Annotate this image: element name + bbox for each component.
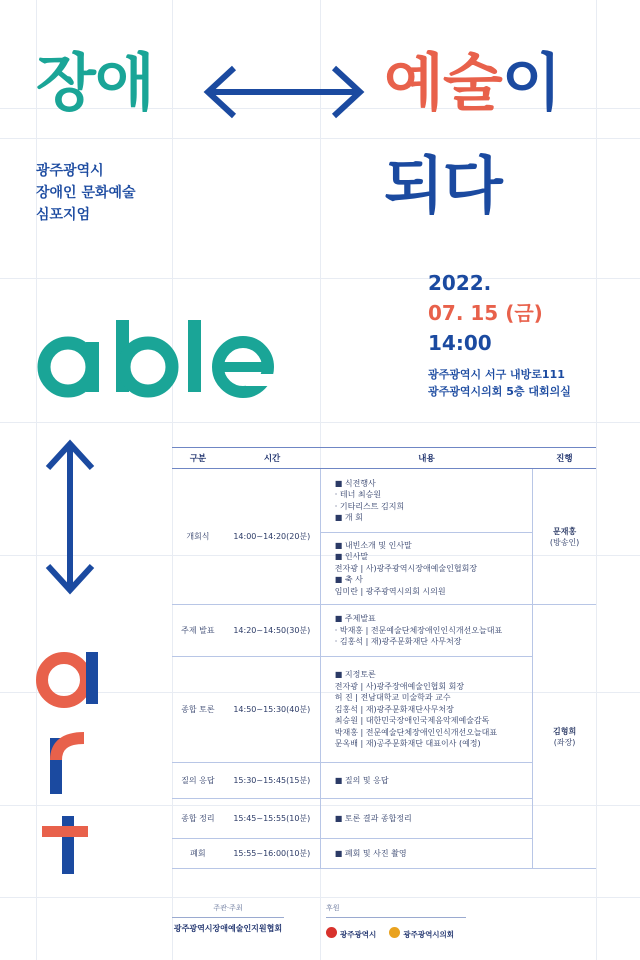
content-line: 김홍석 | 재)광주문화재단사무처장 xyxy=(334,704,454,714)
content-line: ■ 개 회 xyxy=(334,513,363,522)
header-content: 내용 xyxy=(320,448,532,469)
sponsor-name: 광주광역시 xyxy=(340,930,377,939)
table-row xyxy=(172,469,596,533)
cell-category: 폐회 xyxy=(172,839,224,869)
art-graphic xyxy=(34,648,104,878)
header-category: 구분 xyxy=(172,448,224,469)
cell-category: 질의 응답 xyxy=(172,763,224,799)
cell-content xyxy=(320,469,532,533)
content-line: ■ 질의 및 응답 xyxy=(334,775,389,785)
content-line: 전자광 | 사)광주장애예술인협회 회장 xyxy=(334,681,465,691)
cell-content xyxy=(320,533,532,605)
content-line: ■ 폐회 및 사진 촬영 xyxy=(334,848,407,858)
sponsor-name: 광주광역시의회 xyxy=(403,930,455,939)
event-place xyxy=(428,366,571,400)
footer-divider xyxy=(326,917,466,918)
footer-sponsor xyxy=(326,903,466,941)
footer-divider xyxy=(172,917,284,918)
subtitle-line: 광주광역시 xyxy=(36,163,104,179)
content-line: 문옥배 | 재)공주문화재단 대표이사 (예정) xyxy=(334,739,481,749)
title-part1: 장애 xyxy=(36,46,154,119)
content-line: · 박재홍 | 전문예술단체장애인인식개선오늘대표 xyxy=(334,625,503,635)
content-line: 임미란 | 광주광역시의회 시의원 xyxy=(334,586,446,596)
content-line: · 기타리스트 김지희 xyxy=(334,501,405,511)
sponsor-list xyxy=(326,922,466,941)
host-role: (방송인) xyxy=(549,537,580,547)
cell-category: 종합 토론 xyxy=(172,657,224,763)
title-part2-text: 예술 xyxy=(384,46,502,119)
cell-time: 15:55~16:00(10분) xyxy=(224,839,320,869)
subtitle-line: 심포지엄 xyxy=(36,207,91,223)
double-arrow-horizontal-icon xyxy=(200,60,370,120)
cell-category: 개회식 xyxy=(172,469,224,605)
host-name: 김형희 xyxy=(553,726,577,736)
cell-time: 15:45~15:55(10분) xyxy=(224,799,320,839)
cell-content xyxy=(320,763,532,799)
cell-category: 주제 발표 xyxy=(172,605,224,657)
double-arrow-vertical-icon xyxy=(40,438,100,598)
cell-time: 14:20~14:50(30분) xyxy=(224,605,320,657)
title-part3: 되다 xyxy=(384,149,502,222)
content-line: 전자광 | 사)광주광역시장애예술인협회장 xyxy=(334,563,478,573)
organizer-name: 광주광역시장애예술인지원협회 xyxy=(173,924,283,933)
event-address: 광주광역시 서구 내방로111 xyxy=(428,368,565,381)
event-time: 14:00 xyxy=(428,331,492,355)
cell-time: 14:00~14:20(20분) xyxy=(224,469,320,605)
table-row xyxy=(172,605,596,657)
title-part2-suffix: 이 xyxy=(501,46,561,119)
city-council-emblem-icon xyxy=(389,927,400,938)
grid-line xyxy=(596,0,597,960)
event-date: 07. 15 (금) xyxy=(428,301,543,325)
content-line: · 김홍석 | 재)광주문화재단 사무처장 xyxy=(334,637,462,647)
cell-category: 종합 정리 xyxy=(172,799,224,839)
host-role: (좌장) xyxy=(553,737,576,747)
table-row xyxy=(172,763,596,799)
content-line: ■ 주제발표 xyxy=(334,614,376,624)
cell-content xyxy=(320,839,532,869)
table-row xyxy=(172,657,596,763)
content-line: 박재홍 | 전문예술단체장애인인식개선오늘대표 xyxy=(334,727,498,737)
table-header-row xyxy=(172,448,596,469)
cell-content xyxy=(320,605,532,657)
content-line: ■ 내빈소개 및 인사말 xyxy=(334,540,412,550)
subtitle xyxy=(36,160,136,226)
able-graphic xyxy=(34,312,284,402)
host-name: 문재홍 xyxy=(553,526,577,536)
content-line: ■ 토론 결과 종합정리 xyxy=(334,813,412,823)
content-line: 최승원 | 대한민국장애인국제음악제예술감독 xyxy=(334,716,490,726)
footer-organizer xyxy=(172,903,284,934)
subtitle-line: 장애인 문화예술 xyxy=(36,185,136,201)
schedule-table xyxy=(172,447,596,869)
sponsor-label: 후원 xyxy=(326,904,340,912)
cell-time: 15:30~15:45(15분) xyxy=(224,763,320,799)
organizer-label: 주관·주최 xyxy=(213,904,243,912)
gwangju-city-emblem-icon xyxy=(326,927,337,938)
event-info xyxy=(428,268,543,358)
cell-content xyxy=(320,799,532,839)
content-line: · 테너 최승원 xyxy=(334,490,382,499)
content-line: ■ 축 사 xyxy=(334,575,363,585)
cell-host xyxy=(533,605,596,869)
table-row xyxy=(172,839,596,869)
cell-host xyxy=(533,469,596,605)
content-line: 허 진 | 전남대학교 미술학과 교수 xyxy=(334,693,451,703)
content-line: ■ 식전행사 xyxy=(334,478,376,488)
header-time: 시간 xyxy=(224,448,320,469)
event-venue: 광주광역시의회 5층 대회의실 xyxy=(428,385,571,398)
content-line: ■ 지정토론 xyxy=(334,670,376,680)
header-host: 진행 xyxy=(533,448,596,469)
event-year: 2022. xyxy=(428,271,492,295)
table-row xyxy=(172,799,596,839)
cell-content xyxy=(320,657,532,763)
title-part2 xyxy=(384,46,561,119)
content-line: ■ 인사말 xyxy=(334,552,369,562)
cell-time: 14:50~15:30(40분) xyxy=(224,657,320,763)
